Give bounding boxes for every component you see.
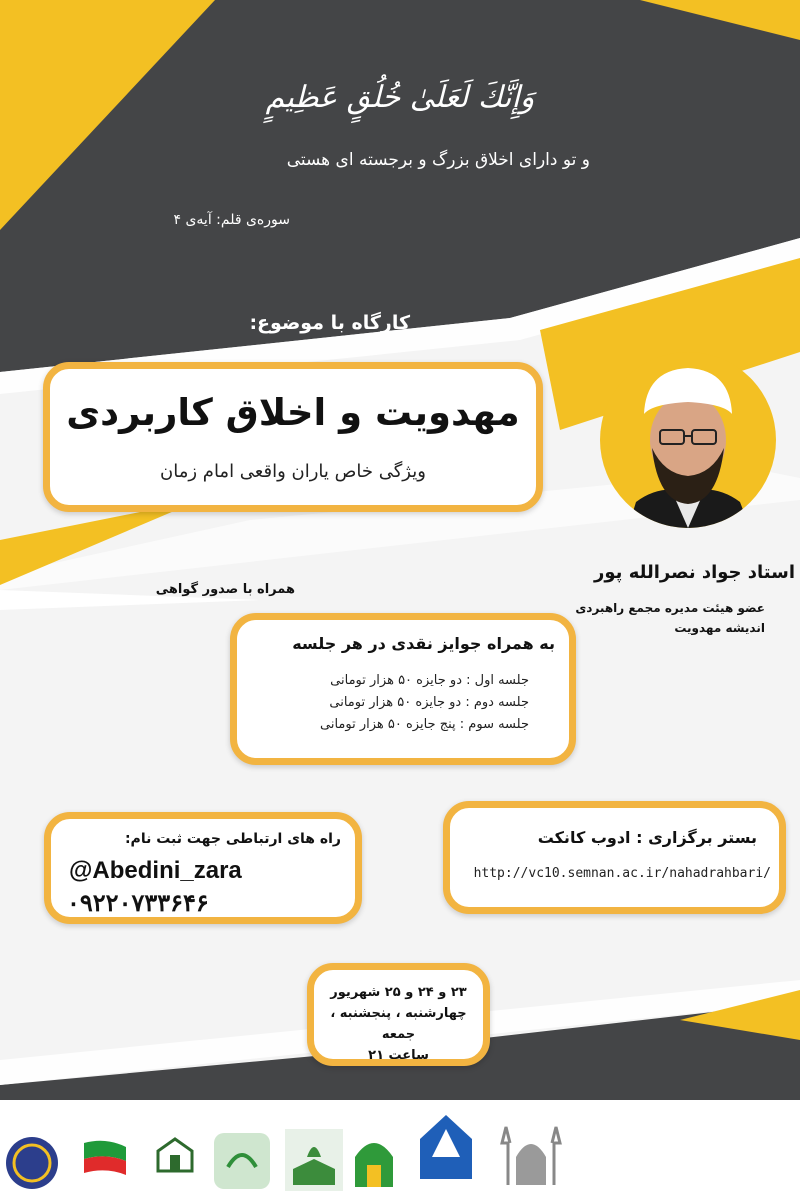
schedule-text bbox=[314, 982, 483, 1066]
prize-item: جلسه اول : دو جایزه ۵۰ هزار تومانی bbox=[330, 673, 529, 688]
contact-phone[interactable]: ۰۹۲۲۰۷۳۳۶۴۶ bbox=[67, 890, 209, 917]
certificate-note: همراه با صدور گواهی bbox=[155, 582, 295, 597]
prizes-card bbox=[230, 613, 576, 765]
prize-item: جلسه سوم : پنج جایزه ۵۰ هزار تومانی bbox=[319, 717, 529, 732]
shrine-logo-icon bbox=[498, 1117, 564, 1189]
green-book-logo-icon bbox=[285, 1129, 343, 1191]
contact-id-link[interactable]: @Abedini_zara bbox=[69, 857, 242, 884]
workshop-label: کارگاه با موضوع: bbox=[249, 312, 410, 334]
main-title: مهدویت و اخلاق کاربردی bbox=[66, 391, 520, 434]
university-logo-icon bbox=[414, 1109, 478, 1189]
schedule-days: چهارشنبه ، پنجشنبه ، جمعه bbox=[330, 1006, 467, 1042]
flag-logo-icon bbox=[76, 1137, 134, 1189]
round-seal-logo-icon bbox=[4, 1135, 60, 1191]
schedule-dates: ۲۳ و ۲۴ و ۲۵ شهریور bbox=[330, 985, 467, 1000]
verse-reference: سوره‌ی قلم: آیه‌ی ۴ bbox=[173, 212, 290, 228]
green-dome-logo-icon bbox=[347, 1127, 401, 1191]
quran-verse-arabic: وَإِنَّكَ لَعَلَىٰ خُلُقٍ عَظِيمٍ bbox=[265, 80, 535, 115]
title-card bbox=[43, 362, 543, 512]
speaker-role-line2: اندیشه مهدویت bbox=[674, 621, 765, 635]
prize-item: جلسه دوم : دو جایزه ۵۰ هزار تومانی bbox=[329, 695, 529, 710]
schedule-time: ساعت ۲۱ bbox=[368, 1048, 429, 1063]
speaker-role bbox=[560, 598, 765, 638]
verse-translation: و تو دارای اخلاق بزرگ و برجسته ای هستی bbox=[286, 150, 590, 170]
platform-title: بستر برگزاری : ادوب کانکت bbox=[537, 828, 757, 847]
schedule-card bbox=[307, 963, 490, 1066]
mosque-logo-icon bbox=[148, 1131, 202, 1191]
sponsor-logos bbox=[0, 1105, 800, 1193]
speaker-name: استاد جواد نصرالله پور bbox=[594, 562, 795, 583]
prizes-title: به همراه جوایز نقدی در هر جلسه bbox=[292, 634, 555, 653]
speaker-role-line1: عضو هیئت مدیره مجمع راهبردی bbox=[575, 601, 765, 615]
green-emblem-logo-icon bbox=[214, 1133, 270, 1189]
platform-url-link[interactable]: http://vc10.semnan.ac.ir/nahadrahbari/ bbox=[473, 866, 771, 881]
platform-card bbox=[443, 801, 786, 914]
subtitle: ویژگی خاص یاران واقعی امام زمان bbox=[160, 461, 426, 482]
speaker-photo bbox=[600, 352, 776, 528]
speaker-portrait-icon bbox=[600, 352, 776, 528]
prizes-list bbox=[259, 670, 529, 736]
contact-card bbox=[44, 812, 362, 924]
contact-title: راه های ارتباطی جهت ثبت نام: bbox=[124, 831, 341, 847]
